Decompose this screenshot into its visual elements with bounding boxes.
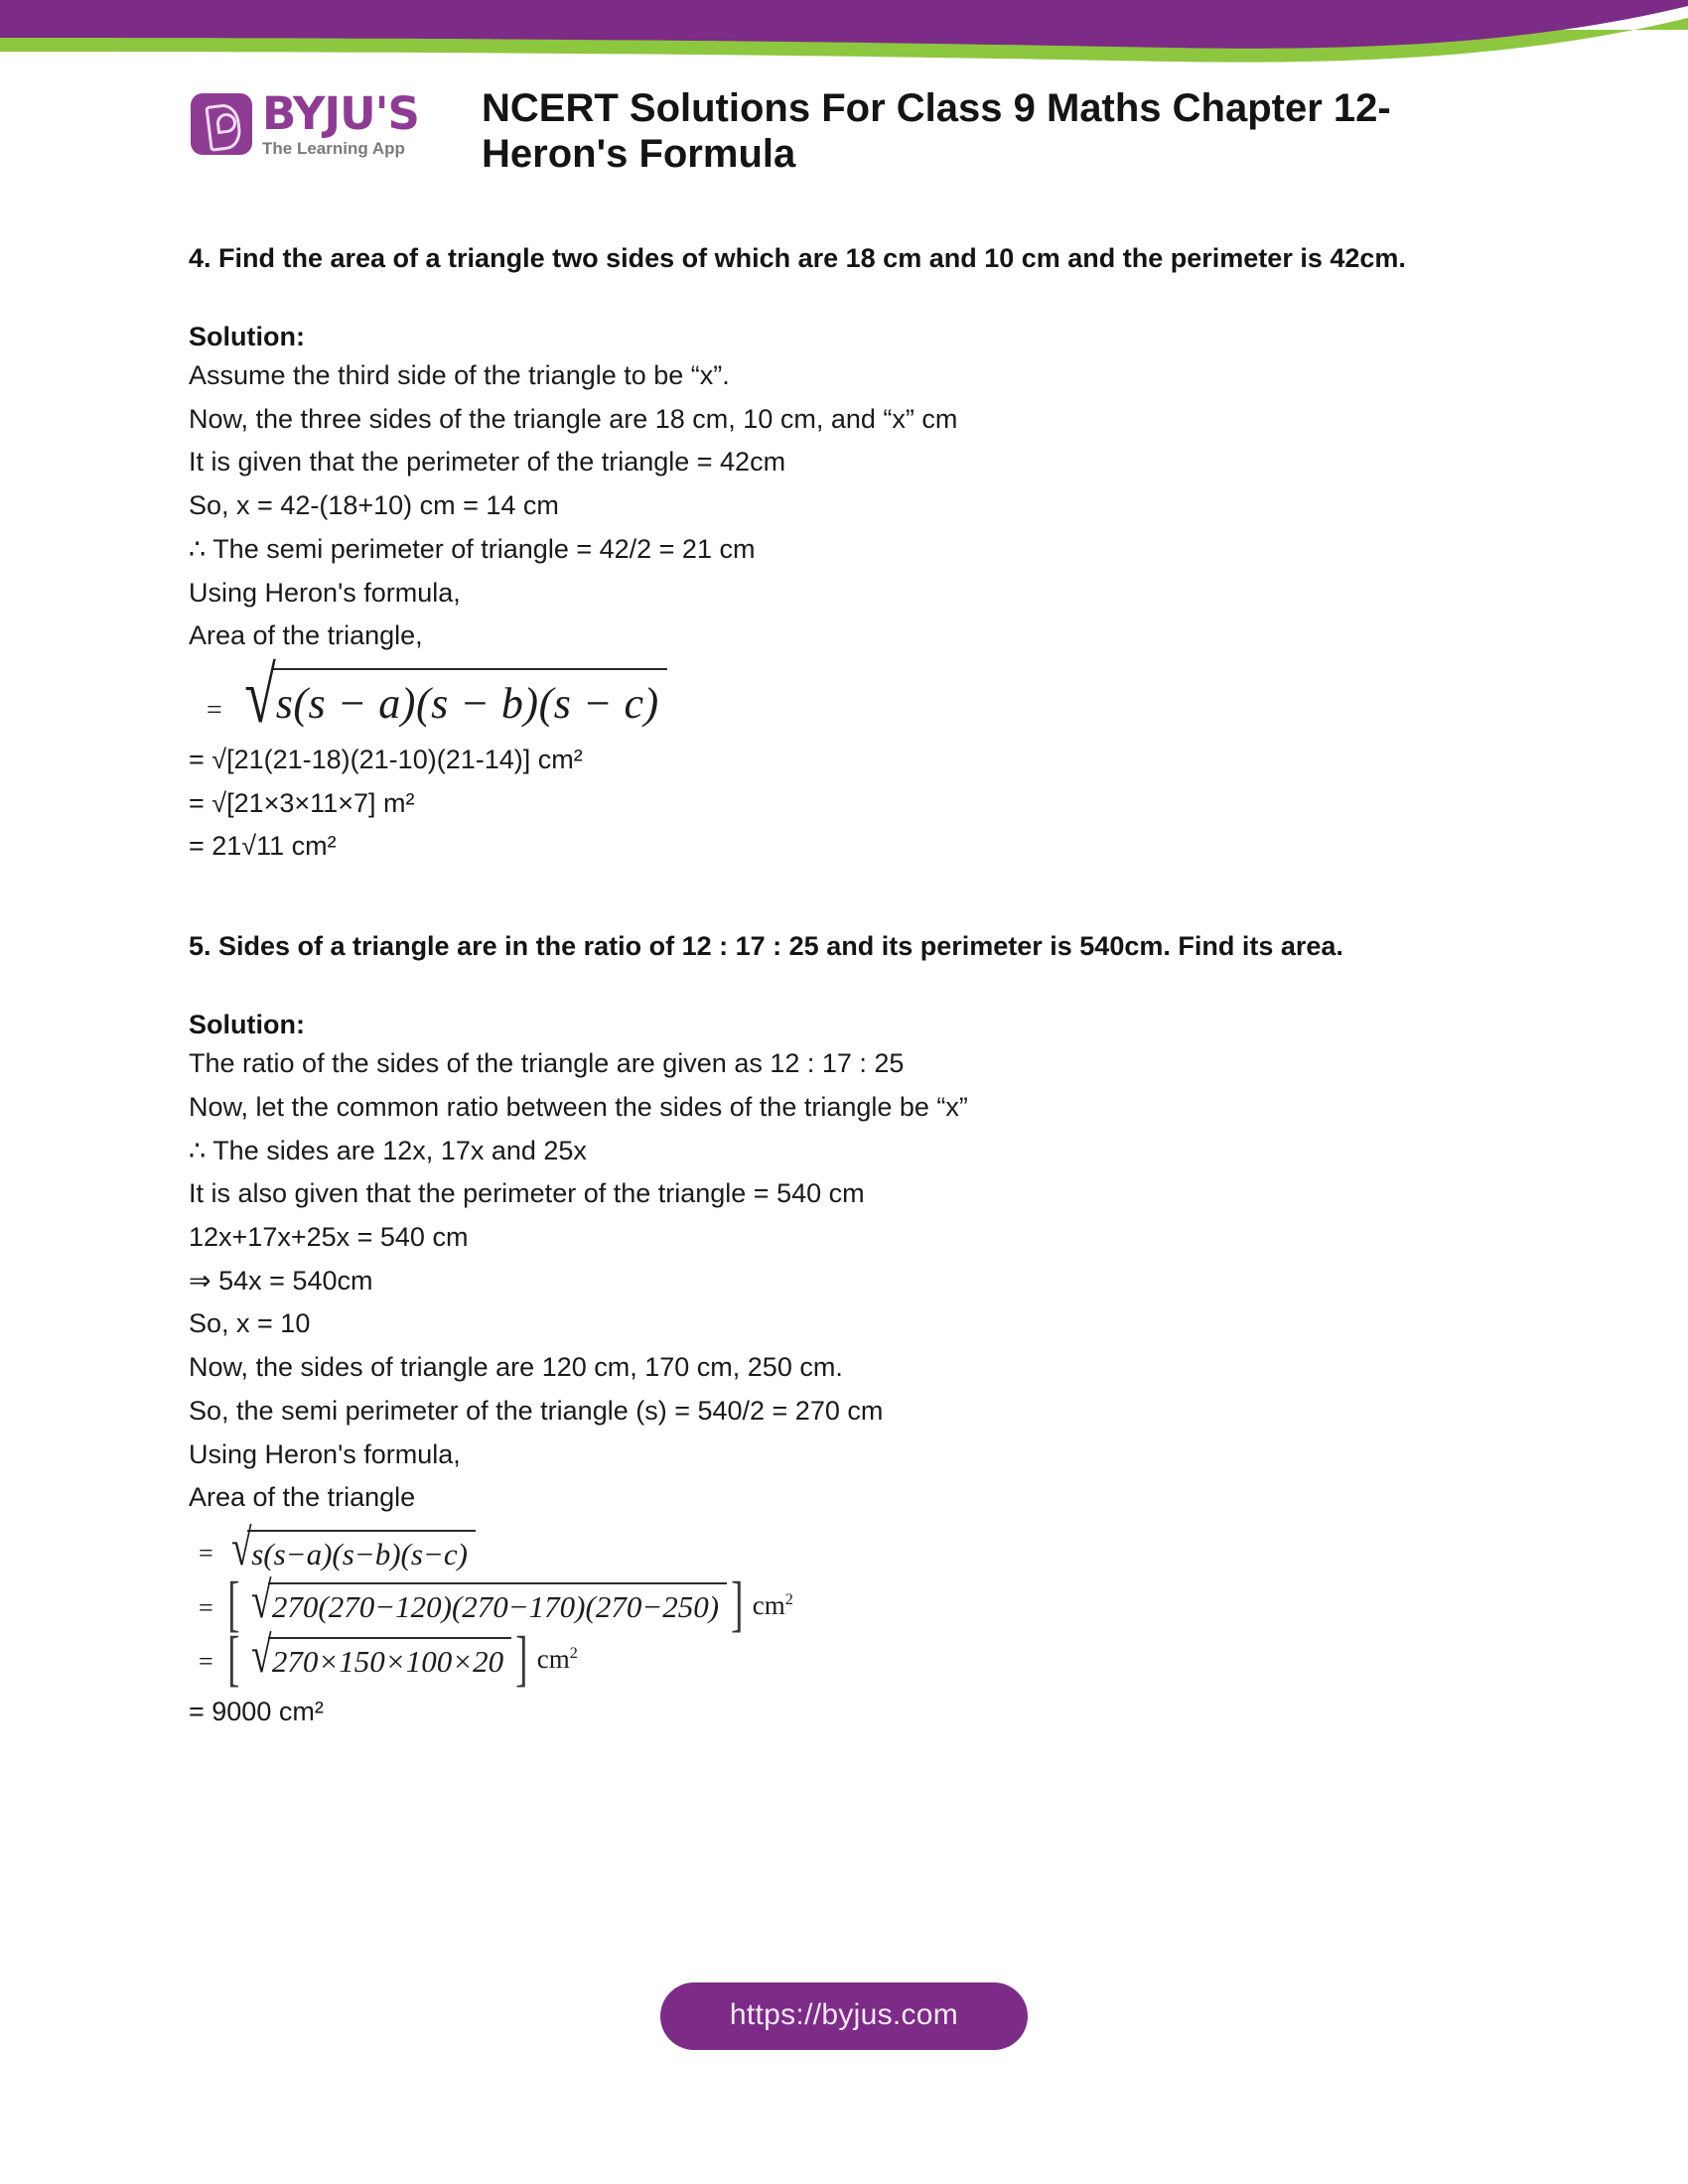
q4-result-line-1: = √[21(21-18)(21-10)(21-14)] cm² bbox=[189, 744, 583, 774]
question-5-solution-label: Solution: bbox=[189, 1010, 305, 1040]
q4-result-line-2: = √[21×3×11×7] m² bbox=[189, 787, 415, 818]
q5-line-7: So, x = 10 bbox=[189, 1308, 311, 1339]
q5-formula-1-radical bbox=[223, 1520, 476, 1577]
q4-line-7: Area of the triangle, bbox=[189, 620, 423, 651]
q5-formula-2-unit-text: cm bbox=[752, 1589, 785, 1620]
page-footer bbox=[0, 1982, 1688, 2050]
q5-formula-2-unit bbox=[748, 1590, 793, 1627]
q5-product-formula-image bbox=[199, 1624, 1470, 1693]
document-content bbox=[189, 238, 1470, 1734]
brand-tagline: The Learning App bbox=[262, 139, 405, 158]
q4-formula-radical bbox=[232, 651, 667, 740]
q5-formula-2-radicand: 270(270−120)(270−170)(270−250) bbox=[268, 1582, 727, 1627]
q5-line-8: Now, the sides of triangle are 120 cm, 170 cm, 250 cm. bbox=[189, 1352, 843, 1383]
q5-herons-formula-image bbox=[199, 1520, 1470, 1577]
q5-formula-1-radicand: s(s−a)(s−b)(s−c) bbox=[247, 1530, 476, 1572]
q5-formula-3-radical bbox=[243, 1626, 511, 1684]
bracket-close-icon: ] bbox=[731, 1570, 744, 1639]
radical-sign-icon: √ bbox=[230, 1520, 252, 1577]
q5-formula-2-equals: = bbox=[199, 1592, 213, 1622]
question-4-heading: 4. Find the area of a triangle two sides of which are 18 cm and 10 cm and the perimeter is 42cm. bbox=[189, 243, 1406, 273]
q5-line-11: Area of the triangle bbox=[189, 1482, 416, 1513]
bracket-open-icon: [ bbox=[226, 1570, 240, 1639]
byjus-logo-icon bbox=[191, 93, 252, 155]
q5-formula-3-unit-exponent: 2 bbox=[569, 1644, 578, 1663]
bracket-close-icon: ] bbox=[515, 1624, 528, 1693]
q5-line-1: The ratio of the sides of the triangle are given as 12 : 17 : 25 bbox=[189, 1048, 905, 1079]
q4-line-2: Now, the three sides of the triangle are 18 cm, 10 cm, and “x” cm bbox=[189, 403, 958, 434]
radical-sign-icon: √ bbox=[244, 651, 276, 740]
brand-wordmark: BYJU'S bbox=[262, 87, 419, 140]
q4-line-1: Assume the third side of the triangle to be “x”. bbox=[189, 359, 730, 390]
bracket-open-icon: [ bbox=[226, 1624, 240, 1693]
byjus-logo bbox=[191, 87, 419, 158]
q5-formula-3-equals: = bbox=[199, 1647, 213, 1677]
q4-formula-radicand: s(s − a)(s − b)(s − c) bbox=[272, 668, 667, 729]
q4-result-line-3: = 21√11 cm² bbox=[189, 831, 337, 862]
radical-sign-icon: √ bbox=[251, 1626, 272, 1684]
q5-line-9: So, the semi perimeter of the triangle (s) = 540/2 = 270 cm bbox=[189, 1395, 884, 1426]
q4-line-3: It is given that the perimeter of the triangle = 42cm bbox=[189, 447, 786, 478]
question-4-solution-label: Solution: bbox=[189, 321, 305, 351]
q4-line-5: ∴ The semi perimeter of triangle = 42/2 = 21 cm bbox=[189, 533, 756, 564]
byjus-logo-text bbox=[262, 87, 419, 158]
q4-line-4: So, x = 42-(18+10) cm = 14 cm bbox=[189, 490, 559, 521]
q5-line-4: It is also given that the perimeter of the triangle = 540 cm bbox=[189, 1178, 865, 1209]
q5-formula-1-equals: = bbox=[199, 1539, 213, 1569]
byjus-url-button[interactable]: https://byjus.com bbox=[660, 1982, 1028, 2050]
decorative-top-banner bbox=[0, 0, 1688, 71]
q5-line-10: Using Heron's formula, bbox=[189, 1438, 461, 1469]
q5-line-2: Now, let the common ratio between the sides of the triangle be “x” bbox=[189, 1091, 968, 1122]
q5-formula-3-unit bbox=[532, 1644, 578, 1681]
q4-formula-equals: = bbox=[207, 694, 222, 726]
q5-line-5: 12x+17x+25x = 540 cm bbox=[189, 1221, 469, 1252]
q4-herons-formula-image bbox=[207, 651, 1470, 740]
q5-formula-2-unit-exponent: 2 bbox=[784, 1589, 793, 1608]
q5-result-line-1: = 9000 cm² bbox=[189, 1697, 324, 1727]
q5-substituted-formula-image bbox=[199, 1570, 1470, 1639]
q4-line-6: Using Heron's formula, bbox=[189, 577, 461, 608]
radical-sign-icon: √ bbox=[251, 1572, 272, 1630]
q5-formula-3-bracket-group bbox=[223, 1624, 532, 1693]
q5-formula-2-bracket-group bbox=[223, 1570, 748, 1639]
q5-line-6: ⇒ 54x = 540cm bbox=[189, 1265, 373, 1296]
page-header bbox=[179, 75, 1499, 179]
q5-line-3: ∴ The sides are 12x, 17x and 25x bbox=[189, 1135, 587, 1165]
q5-formula-3-radicand: 270×150×100×20 bbox=[268, 1637, 511, 1682]
question-5-heading: 5. Sides of a triangle are in the ratio of 12 : 17 : 25 and its perimeter is 540cm. Find its area. bbox=[189, 931, 1343, 962]
q5-formula-3-unit-text: cm bbox=[536, 1644, 570, 1675]
q5-formula-2-radical bbox=[243, 1572, 727, 1630]
page-title: NCERT Solutions For Class 9 Maths Chapter 12- Heron's Formula bbox=[472, 75, 1524, 183]
